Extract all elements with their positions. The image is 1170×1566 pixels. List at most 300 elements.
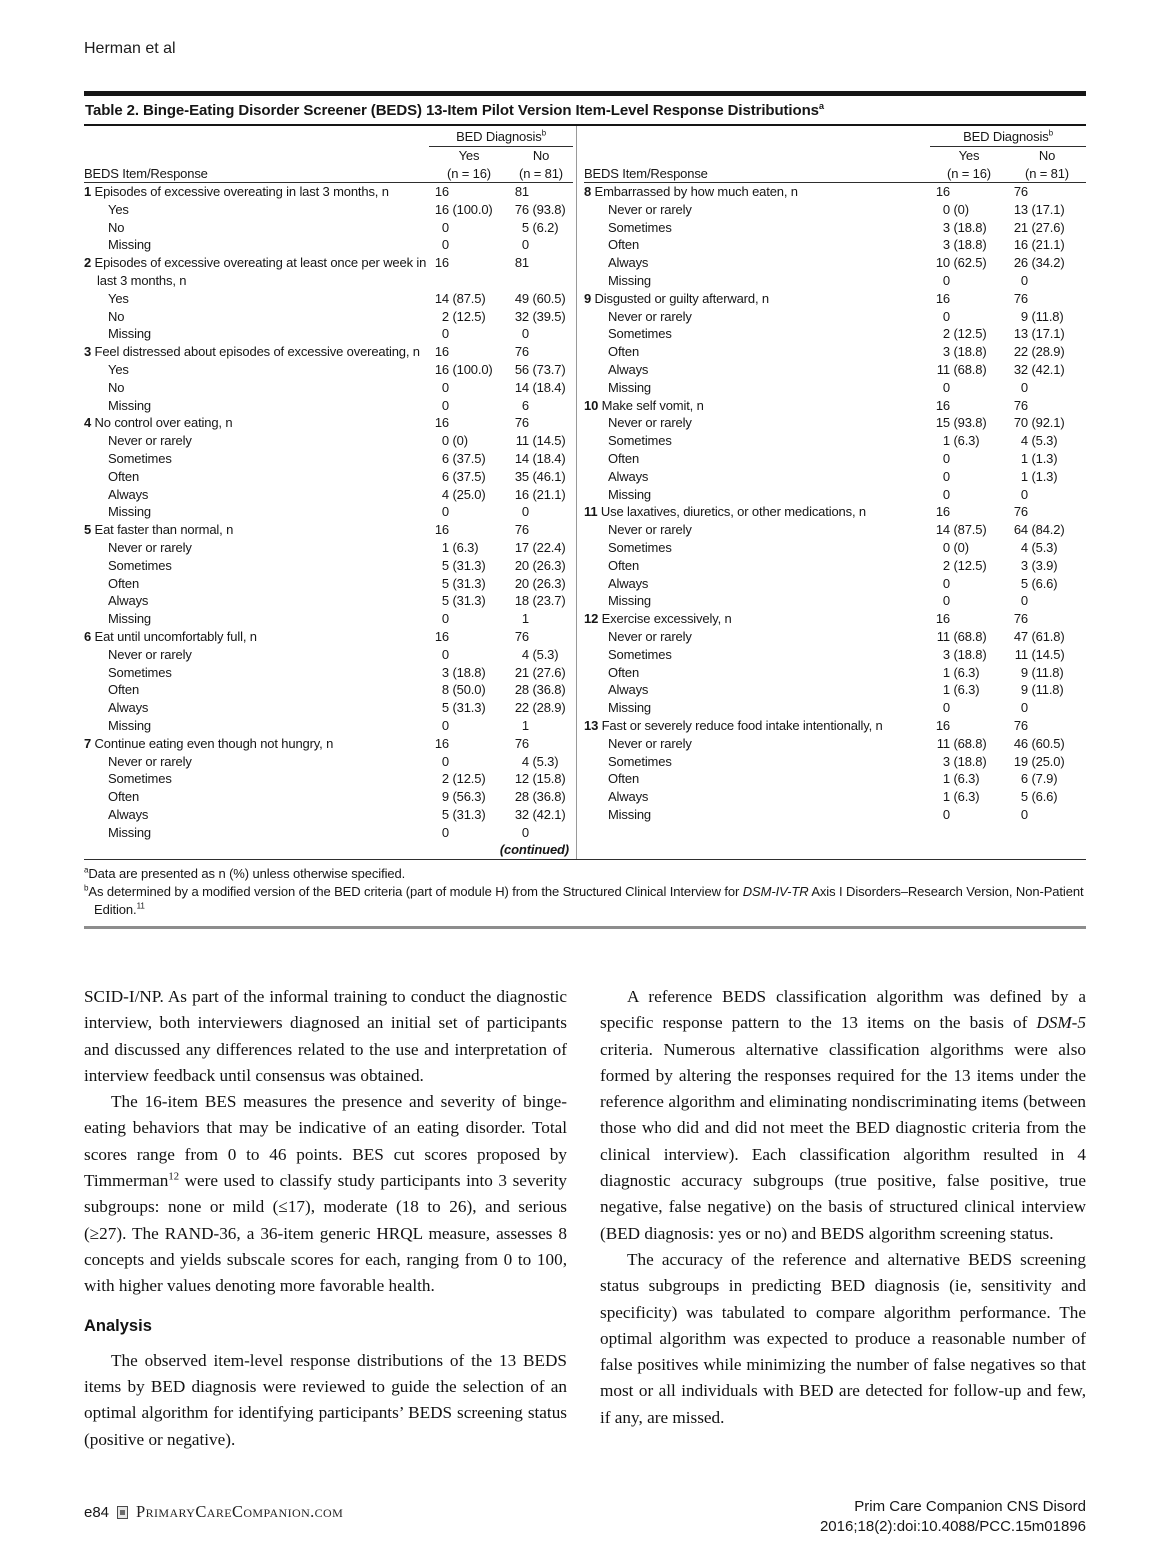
no-value — [509, 236, 573, 254]
footnote-b-text: As determined by a modified version of the BED criteria (part of module H) from the Structured Clinical Interview for — [88, 884, 743, 900]
percent: (68.8) — [950, 735, 987, 751]
count: 0 — [441, 397, 449, 413]
percent: (11.8) — [1028, 682, 1064, 698]
percent: (28.9) — [1028, 344, 1065, 360]
yes-value — [429, 343, 509, 361]
response-label: Sometimes — [108, 664, 172, 680]
item-label: 7 Continue eating even though not hungry, n — [84, 735, 334, 751]
count: 6 — [441, 468, 449, 484]
yes-value — [930, 610, 1008, 628]
percent: (26.3) — [529, 557, 566, 573]
count: 15 — [935, 415, 950, 431]
item-label: 4 No control over eating, n — [84, 415, 233, 431]
percent: (6.3) — [950, 433, 980, 449]
count: 13 — [1013, 201, 1028, 217]
no-value — [1008, 699, 1086, 717]
count: 16 — [935, 504, 950, 520]
yes-value — [429, 486, 509, 504]
no-value — [509, 824, 573, 842]
yes-value — [930, 664, 1008, 682]
response-label: Missing — [108, 717, 152, 733]
body-paragraph: The 16-item BES measures the presence and severity of binge-eating behaviors that may be indicative of an eating disorder. Total scores range from 0 to 46 points. BES cut scores proposed by Timmerman$^{12}$ were used to classify study participants into 3 severity subgroups: none or mild (≤17), moderate (18 to 26), and serious (≥27). The RAND-36, a 36-item generic HRQL measure, assesses 8 concepts and yields subscale scores for each, ranging from 0 to 100, with higher values denoting more favorable health. — [84, 1092, 567, 1296]
footnote-b-italic: DSM-IV-TR — [742, 884, 809, 900]
percent: (92.1) — [1028, 415, 1065, 431]
bed-diagnosis-footnote-marker: b — [541, 128, 546, 138]
no-value — [509, 503, 573, 521]
yes-value — [930, 201, 1008, 219]
count: 0 — [441, 611, 449, 627]
response-label: Always — [608, 789, 649, 805]
yes-value — [429, 575, 509, 593]
no-value — [509, 592, 573, 610]
table-response-row — [584, 539, 1086, 557]
count: 11 — [936, 735, 950, 751]
continued-note: (continued) — [499, 842, 569, 858]
no-value — [1008, 325, 1086, 343]
count: 1 — [942, 433, 950, 449]
count: 13 — [1013, 326, 1028, 342]
no-value — [1008, 681, 1086, 699]
item-number: 8 — [584, 184, 592, 199]
response-label: Never or rarely — [608, 201, 692, 217]
table-response-row — [584, 254, 1086, 272]
body-column-left — [84, 984, 567, 1453]
percent: (6.3) — [950, 664, 980, 680]
percent: (46.1) — [529, 468, 566, 484]
page-number: e84 — [84, 1503, 110, 1521]
count: 0 — [441, 717, 449, 733]
yes-value — [429, 290, 509, 308]
count: 11 — [936, 628, 950, 644]
yes-value — [930, 806, 1008, 824]
count: 16 — [514, 486, 529, 502]
table-left-items — [84, 183, 573, 841]
percent: (0) — [449, 433, 468, 449]
no-value — [1008, 236, 1086, 254]
response-label: Missing — [608, 806, 652, 822]
table-response-row — [84, 486, 573, 504]
count: 5 — [441, 575, 449, 591]
response-label: Often — [108, 682, 140, 698]
count: 26 — [1013, 255, 1028, 271]
response-label: Often — [608, 237, 640, 253]
table-response-row — [584, 236, 1086, 254]
yes-column-header: Yes — [958, 148, 980, 163]
count: 5 — [441, 806, 449, 822]
table-response-row — [84, 201, 573, 219]
response-label: Missing — [108, 397, 152, 413]
percent: (68.8) — [950, 361, 987, 377]
yes-value — [429, 539, 509, 557]
percent: (0) — [950, 201, 969, 217]
count: 3 — [942, 237, 950, 253]
table-title-text: Table 2. Binge-Eating Disorder Screener (BEDS) 13-Item Pilot Version Item-Level Response Distributions — [85, 102, 819, 119]
yes-no-row — [84, 147, 573, 165]
table-response-row — [584, 432, 1086, 450]
no-value — [509, 254, 573, 290]
yes-value — [429, 432, 509, 450]
table-response-row — [584, 806, 1086, 824]
yes-value — [429, 610, 509, 628]
count: 32 — [514, 308, 529, 324]
yes-value — [429, 592, 509, 610]
count: 5 — [1020, 575, 1028, 591]
percent: (42.1) — [529, 806, 566, 822]
yes-value — [429, 183, 509, 201]
diagnosis-group-row — [84, 128, 573, 147]
percent: (93.8) — [950, 415, 987, 431]
count: 76 — [1013, 717, 1028, 733]
percent: (18.8) — [449, 664, 486, 680]
yes-value — [429, 397, 509, 415]
bed-diagnosis-footnote-marker: b — [1048, 128, 1053, 138]
response-label: Missing — [608, 593, 652, 609]
no-value — [1008, 646, 1086, 664]
percent: (31.3) — [449, 557, 486, 573]
percent: (27.6) — [529, 664, 566, 680]
item-number: 5 — [84, 522, 92, 538]
yes-value — [930, 788, 1008, 806]
percent: (6.3) — [950, 771, 980, 787]
yes-value — [930, 575, 1008, 593]
table-response-row — [584, 468, 1086, 486]
table-response-row — [584, 272, 1086, 290]
item-label: 2 Episodes of excessive overeating at least once per week in last 3 months, n — [84, 255, 427, 288]
count: 0 — [942, 575, 950, 591]
yes-value — [930, 681, 1008, 699]
no-value — [1008, 664, 1086, 682]
count: 2 — [441, 771, 449, 787]
no-value — [1008, 806, 1086, 824]
table-response-row — [584, 770, 1086, 788]
percent: (87.5) — [950, 522, 987, 538]
table-main — [84, 126, 1086, 860]
response-label: Often — [608, 344, 640, 360]
response-label: Never or rarely — [608, 308, 692, 324]
percent: (14.5) — [1028, 646, 1065, 662]
percent: (31.3) — [449, 700, 486, 716]
count: 12 — [514, 771, 529, 787]
footnote-a-marker: a — [84, 865, 89, 875]
percent: (31.3) — [449, 593, 486, 609]
percent: (34.2) — [1028, 255, 1065, 271]
item-number: 9 — [584, 290, 592, 306]
no-value — [1008, 432, 1086, 450]
no-value — [1008, 717, 1086, 735]
table-response-row — [584, 592, 1086, 610]
response-label: Often — [108, 575, 140, 591]
table-response-row — [84, 236, 573, 254]
count: 3 — [441, 664, 449, 680]
table-response-row — [84, 379, 573, 397]
count: 76 — [1013, 184, 1028, 199]
table-title-footnote-marker: a — [818, 101, 824, 111]
count: 70 — [1013, 415, 1028, 431]
yes-value — [930, 539, 1008, 557]
table-response-row — [84, 664, 573, 682]
percent: (84.2) — [1028, 522, 1065, 538]
count: 20 — [514, 557, 529, 573]
table-item-row — [84, 254, 573, 290]
yes-value — [930, 219, 1008, 237]
percent: (5.3) — [1028, 433, 1058, 449]
count: 0 — [521, 237, 529, 253]
yes-value — [429, 254, 509, 290]
yes-value — [429, 503, 509, 521]
count: 64 — [1013, 522, 1028, 538]
percent: (18.4) — [529, 379, 566, 395]
percent: (11.8) — [1028, 664, 1064, 680]
yes-value — [429, 379, 509, 397]
count: 76 — [514, 344, 529, 360]
no-value — [509, 806, 573, 824]
yes-no-row — [584, 147, 1086, 165]
item-number: 10 — [584, 397, 599, 413]
journal-logo-icon — [117, 1506, 128, 1519]
response-label: No — [108, 308, 125, 324]
table-response-row — [84, 557, 573, 575]
no-value — [1008, 397, 1086, 415]
count: 0 — [1020, 593, 1028, 609]
table-response-row — [584, 753, 1086, 771]
count: 14 — [434, 290, 449, 306]
no-value — [1008, 770, 1086, 788]
yes-value — [429, 521, 509, 539]
count: 2 — [441, 308, 449, 324]
table-response-row — [584, 788, 1086, 806]
response-label: Never or rarely — [608, 628, 692, 644]
no-value — [509, 397, 573, 415]
count: 0 — [441, 237, 449, 253]
count: 14 — [935, 522, 950, 538]
no-value — [509, 664, 573, 682]
count: 4 — [521, 753, 529, 769]
count: 0 — [441, 646, 449, 662]
count: 19 — [1013, 753, 1028, 769]
response-label: Sometimes — [608, 326, 672, 342]
count: 0 — [1020, 272, 1028, 288]
response-label: Never or rarely — [108, 753, 192, 769]
response-label: Missing — [608, 700, 652, 716]
yes-value — [429, 681, 509, 699]
percent: (25.0) — [1028, 753, 1065, 769]
yes-value — [429, 788, 509, 806]
no-value — [1008, 468, 1086, 486]
response-label: Never or rarely — [608, 735, 692, 751]
table-response-row — [84, 699, 573, 717]
count: 2 — [942, 557, 950, 573]
percent: (26.3) — [529, 575, 566, 591]
count: 8 — [441, 682, 449, 698]
table-footnotes — [84, 860, 1086, 925]
table-item-row — [84, 628, 573, 646]
response-label: Never or rarely — [108, 433, 192, 449]
yes-value — [930, 397, 1008, 415]
percent: (7.9) — [1028, 771, 1058, 787]
response-label: Always — [608, 682, 649, 698]
table-response-row — [84, 592, 573, 610]
footer-left — [84, 1502, 343, 1522]
no-value — [509, 414, 573, 432]
response-label: Often — [108, 468, 140, 484]
no-value — [509, 379, 573, 397]
yes-value — [429, 717, 509, 735]
count: 3 — [942, 753, 950, 769]
percent: (18.8) — [950, 219, 987, 235]
count: 11 — [936, 361, 950, 377]
yes-value — [429, 325, 509, 343]
count: 0 — [942, 450, 950, 466]
table-response-row — [84, 646, 573, 664]
response-label: Always — [108, 593, 149, 609]
percent: (5.3) — [1028, 539, 1058, 555]
yes-value — [930, 183, 1008, 201]
count: 76 — [514, 735, 529, 751]
yes-value — [930, 521, 1008, 539]
count: 0 — [441, 326, 449, 342]
no-column-header: No — [1038, 148, 1056, 163]
response-label: Never or rarely — [108, 539, 192, 555]
percent: (12.5) — [950, 326, 987, 342]
yes-value — [429, 468, 509, 486]
table-item-row — [584, 610, 1086, 628]
no-value — [509, 343, 573, 361]
yes-value — [429, 308, 509, 326]
no-value — [1008, 521, 1086, 539]
table-response-row — [84, 681, 573, 699]
no-n-header: (n = 81) — [519, 166, 563, 181]
count: 46 — [1013, 735, 1028, 751]
count: 21 — [514, 664, 529, 680]
table-column-divider — [576, 126, 577, 859]
count: 1 — [1020, 450, 1028, 466]
percent: (23.7) — [529, 593, 566, 609]
yes-value — [930, 236, 1008, 254]
page-footer — [84, 1497, 1086, 1537]
table-response-row — [84, 308, 573, 326]
response-label: Missing — [108, 326, 152, 342]
no-value — [1008, 503, 1086, 521]
item-label: 1 Episodes of excessive overeating in last 3 months, n — [84, 184, 389, 199]
no-value — [1008, 379, 1086, 397]
percent: (36.8) — [529, 682, 566, 698]
item-number: 13 — [584, 717, 599, 733]
response-label: Often — [608, 450, 640, 466]
count: 3 — [942, 344, 950, 360]
percent: (31.3) — [449, 575, 486, 591]
table-response-row — [584, 486, 1086, 504]
count: 1 — [1020, 468, 1028, 484]
yes-value — [429, 219, 509, 237]
percent: (87.5) — [449, 290, 486, 306]
count: 32 — [514, 806, 529, 822]
table-response-row — [84, 361, 573, 379]
response-label: Yes — [108, 361, 129, 377]
no-value — [509, 290, 573, 308]
no-value — [1008, 308, 1086, 326]
no-value — [1008, 486, 1086, 504]
percent: (28.9) — [529, 700, 566, 716]
table-item-row — [84, 343, 573, 361]
count: 14 — [514, 450, 529, 466]
percent: (6.3) — [449, 539, 479, 555]
count: 11 — [515, 433, 529, 449]
percent: (60.5) — [1028, 735, 1065, 751]
table-response-row — [584, 450, 1086, 468]
response-label: Missing — [108, 824, 152, 840]
percent: (27.6) — [1028, 219, 1065, 235]
count: 5 — [1020, 789, 1028, 805]
item-number: 3 — [84, 344, 92, 360]
count: 76 — [1013, 611, 1028, 627]
count: 81 — [514, 184, 529, 199]
percent: (14.5) — [529, 433, 566, 449]
count: 9 — [1020, 664, 1028, 680]
percent: (6.3) — [950, 682, 980, 698]
count: 35 — [514, 468, 529, 484]
no-value — [509, 735, 573, 753]
yes-value — [930, 557, 1008, 575]
no-n-header: (n = 81) — [1025, 166, 1069, 181]
percent: (21.1) — [529, 486, 566, 502]
journal-name: Prim Care Companion CNS Disord — [854, 1498, 1086, 1515]
count: 3 — [942, 646, 950, 662]
response-label: Never or rarely — [608, 415, 692, 431]
footer-right — [820, 1497, 1086, 1537]
response-label: Always — [608, 468, 649, 484]
no-value — [1008, 254, 1086, 272]
table-item-row — [84, 521, 573, 539]
yes-value — [429, 236, 509, 254]
count: 16 — [434, 201, 449, 217]
count: 3 — [942, 219, 950, 235]
body-paragraph: SCID-I/NP. As part of the informal training to conduct the diagnostic interview, both interviewers diagnosed an initial set of participants and discussed any differences related to the use and interpretation of interview feedback until consensus was obtained. — [84, 987, 567, 1085]
table-bottom-rule — [84, 926, 1086, 929]
table-response-row — [584, 379, 1086, 397]
table-response-row — [584, 575, 1086, 593]
response-label: Yes — [108, 201, 129, 217]
count: 20 — [514, 575, 529, 591]
section-heading: Analysis — [84, 1316, 152, 1335]
response-label: Always — [108, 700, 149, 716]
table-response-row — [584, 557, 1086, 575]
count: 0 — [441, 824, 449, 840]
count: 0 — [942, 201, 950, 217]
count: 5 — [441, 557, 449, 573]
count: 1 — [441, 539, 449, 555]
percent: (6.6) — [1028, 575, 1058, 591]
response-label: Never or rarely — [608, 522, 692, 538]
table-response-row — [84, 397, 573, 415]
yes-value — [930, 503, 1008, 521]
table-response-row — [584, 681, 1086, 699]
item-number: 1 — [84, 184, 92, 199]
count: 0 — [441, 753, 449, 769]
footnote-b-reference: 11 — [136, 901, 145, 911]
percent: (3.9) — [1028, 557, 1058, 573]
count: 16 — [434, 361, 449, 377]
yes-value — [429, 628, 509, 646]
count: 1 — [942, 789, 950, 805]
count: 0 — [1020, 486, 1028, 502]
table-response-row — [584, 628, 1086, 646]
yes-column-header: Yes — [458, 148, 480, 163]
table-response-row — [84, 539, 573, 557]
no-value — [509, 717, 573, 735]
percent: (42.1) — [1028, 361, 1065, 377]
table-response-row — [584, 343, 1086, 361]
response-label: Never or rarely — [108, 646, 192, 662]
